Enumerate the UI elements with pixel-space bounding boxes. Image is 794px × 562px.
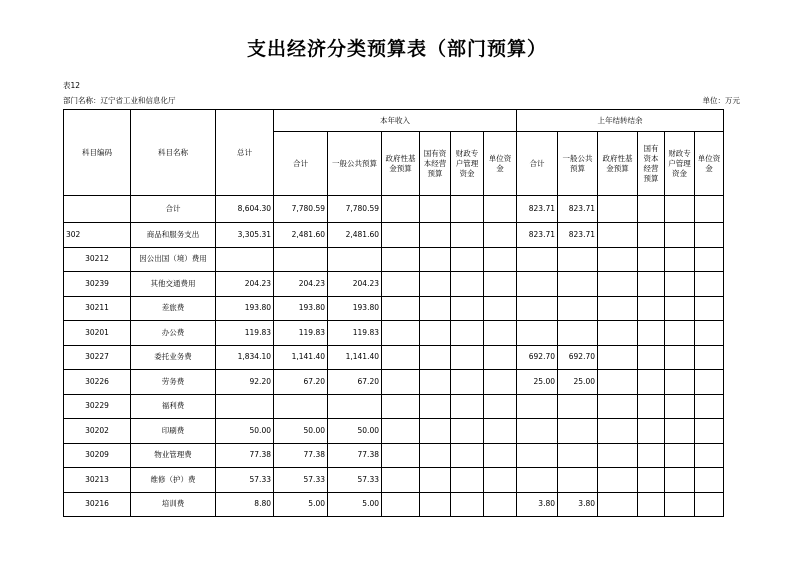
row-prev-state-capital: [638, 443, 665, 468]
row-cur-special: [451, 321, 484, 346]
row-cur-state-capital: [420, 492, 451, 517]
header-cur-unit: 单位资金: [484, 132, 517, 196]
row-code: 302: [64, 223, 131, 248]
row-name: 办公费: [131, 321, 216, 346]
table-row: [64, 419, 724, 444]
row-prev-special: [665, 468, 695, 493]
row-cur-sum: 5.00: [274, 492, 328, 517]
row-prev-fund: [598, 468, 638, 493]
row-cur-fund: [382, 468, 420, 493]
row-cur-general: 5.00: [328, 492, 382, 517]
table-row: [64, 345, 724, 370]
row-prev-fund: [598, 492, 638, 517]
row-cur-special: [451, 468, 484, 493]
row-cur-fund: [382, 321, 420, 346]
row-prev-sum: [517, 247, 558, 272]
row-cur-special: [451, 443, 484, 468]
row-total: 204.23: [216, 272, 274, 297]
row-prev-fund: [598, 296, 638, 321]
header-cur-state-capital: 国有资本经营预算: [420, 132, 451, 196]
row-cur-special: [451, 345, 484, 370]
row-name: 物业管理费: [131, 443, 216, 468]
row-prev-unit: [695, 345, 724, 370]
row-prev-state-capital: [638, 345, 665, 370]
row-prev-unit: [695, 223, 724, 248]
row-prev-state-capital: [638, 468, 665, 493]
row-cur-state-capital: [420, 247, 451, 272]
row-prev-state-capital: [638, 321, 665, 346]
row-prev-state-capital: [638, 223, 665, 248]
row-cur-special: [451, 196, 484, 223]
row-prev-special: [665, 296, 695, 321]
row-cur-fund: [382, 370, 420, 395]
header-total: 总计: [216, 110, 274, 196]
row-cur-unit: [484, 492, 517, 517]
row-cur-state-capital: [420, 443, 451, 468]
row-cur-sum: 119.83: [274, 321, 328, 346]
row-prev-unit: [695, 196, 724, 223]
row-code: 30211: [64, 296, 131, 321]
row-cur-general: 50.00: [328, 419, 382, 444]
row-cur-state-capital: [420, 296, 451, 321]
row-cur-special: [451, 419, 484, 444]
row-cur-general: 1,141.40: [328, 345, 382, 370]
row-name: 差旅费: [131, 296, 216, 321]
row-prev-special: [665, 419, 695, 444]
row-cur-state-capital: [420, 394, 451, 419]
table-row: [64, 394, 724, 419]
row-cur-state-capital: [420, 223, 451, 248]
row-prev-general: [558, 468, 598, 493]
row-prev-sum: [517, 443, 558, 468]
row-cur-general: 193.80: [328, 296, 382, 321]
row-cur-fund: [382, 419, 420, 444]
row-prev-state-capital: [638, 196, 665, 223]
row-cur-fund: [382, 272, 420, 297]
row-prev-special: [665, 394, 695, 419]
row-prev-sum: 25.00: [517, 370, 558, 395]
row-prev-general: [558, 394, 598, 419]
header-prev-sum: 合计: [517, 132, 558, 196]
row-cur-fund: [382, 492, 420, 517]
row-prev-sum: 3.80: [517, 492, 558, 517]
header-code: 科目编码: [64, 110, 131, 196]
row-prev-fund: [598, 321, 638, 346]
row-prev-general: 823.71: [558, 223, 598, 248]
row-code: 30229: [64, 394, 131, 419]
row-prev-sum: [517, 272, 558, 297]
row-prev-sum: 823.71: [517, 223, 558, 248]
row-cur-unit: [484, 321, 517, 346]
row-cur-fund: [382, 196, 420, 223]
row-code: 30212: [64, 247, 131, 272]
row-prev-unit: [695, 296, 724, 321]
row-code: 30226: [64, 370, 131, 395]
row-cur-unit: [484, 345, 517, 370]
row-prev-state-capital: [638, 370, 665, 395]
row-cur-sum: 77.38: [274, 443, 328, 468]
row-total: 193.80: [216, 296, 274, 321]
table-row: [64, 443, 724, 468]
row-prev-unit: [695, 468, 724, 493]
row-cur-sum: [274, 394, 328, 419]
table-row: [64, 272, 724, 297]
row-cur-special: [451, 394, 484, 419]
row-total: [216, 394, 274, 419]
row-cur-unit: [484, 370, 517, 395]
row-name: 商品和服务支出: [131, 223, 216, 248]
row-cur-general: [328, 247, 382, 272]
row-cur-special: [451, 247, 484, 272]
header-cur-sum: 合计: [274, 132, 328, 196]
row-total: 57.33: [216, 468, 274, 493]
row-cur-special: [451, 492, 484, 517]
unit-label: 单位：万元: [702, 96, 740, 105]
table-row: [64, 492, 724, 517]
row-code: 30239: [64, 272, 131, 297]
row-prev-unit: [695, 321, 724, 346]
row-cur-state-capital: [420, 468, 451, 493]
row-prev-special: [665, 321, 695, 346]
row-cur-fund: [382, 247, 420, 272]
row-cur-sum: 2,481.60: [274, 223, 328, 248]
expenditure-table: [63, 109, 724, 517]
row-prev-special: [665, 272, 695, 297]
row-cur-unit: [484, 196, 517, 223]
row-cur-unit: [484, 468, 517, 493]
row-cur-state-capital: [420, 419, 451, 444]
row-cur-fund: [382, 296, 420, 321]
header-prev-fund: 政府性基金预算: [598, 132, 638, 196]
row-prev-state-capital: [638, 419, 665, 444]
header-cur-special: 财政专户管理资金: [451, 132, 484, 196]
header-name: 科目名称: [131, 110, 216, 196]
row-prev-general: [558, 247, 598, 272]
row-prev-unit: [695, 492, 724, 517]
row-cur-general: 7,780.59: [328, 196, 382, 223]
row-name: 培训费: [131, 492, 216, 517]
page-title: 支出经济分类预算表（部门预算）: [246, 38, 547, 60]
row-prev-sum: 823.71: [517, 196, 558, 223]
row-cur-unit: [484, 247, 517, 272]
row-total: 8,604.30: [216, 196, 274, 223]
row-cur-special: [451, 370, 484, 395]
row-total: 92.20: [216, 370, 274, 395]
row-code: 30209: [64, 443, 131, 468]
row-prev-general: 692.70: [558, 345, 598, 370]
row-prev-fund: [598, 247, 638, 272]
row-prev-sum: 692.70: [517, 345, 558, 370]
row-prev-fund: [598, 345, 638, 370]
row-prev-general: [558, 296, 598, 321]
row-cur-general: 204.23: [328, 272, 382, 297]
row-cur-fund: [382, 443, 420, 468]
row-prev-fund: [598, 419, 638, 444]
header-prev-general: 一般公共预算: [558, 132, 598, 196]
row-cur-state-capital: [420, 321, 451, 346]
row-cur-state-capital: [420, 370, 451, 395]
row-cur-state-capital: [420, 345, 451, 370]
row-cur-sum: 204.23: [274, 272, 328, 297]
row-name: 维修（护）费: [131, 468, 216, 493]
row-prev-general: 823.71: [558, 196, 598, 223]
row-cur-state-capital: [420, 272, 451, 297]
row-cur-fund: [382, 394, 420, 419]
row-cur-general: 2,481.60: [328, 223, 382, 248]
row-prev-fund: [598, 196, 638, 223]
row-prev-general: [558, 321, 598, 346]
row-name: 福利费: [131, 394, 216, 419]
row-code: 30216: [64, 492, 131, 517]
table-row: [64, 321, 724, 346]
row-total: 77.38: [216, 443, 274, 468]
row-cur-general: [328, 394, 382, 419]
row-prev-fund: [598, 223, 638, 248]
row-cur-general: 119.83: [328, 321, 382, 346]
row-cur-sum: 57.33: [274, 468, 328, 493]
row-total: 8.80: [216, 492, 274, 517]
row-code: 30227: [64, 345, 131, 370]
row-prev-sum: [517, 321, 558, 346]
row-cur-unit: [484, 443, 517, 468]
table-row: [64, 370, 724, 395]
row-cur-sum: 193.80: [274, 296, 328, 321]
row-prev-sum: [517, 468, 558, 493]
row-prev-state-capital: [638, 394, 665, 419]
row-total: [216, 247, 274, 272]
row-total: 50.00: [216, 419, 274, 444]
row-cur-special: [451, 296, 484, 321]
row-prev-general: 25.00: [558, 370, 598, 395]
row-code: 30201: [64, 321, 131, 346]
row-prev-sum: [517, 394, 558, 419]
row-prev-general: 3.80: [558, 492, 598, 517]
table-row: [64, 223, 724, 248]
row-prev-fund: [598, 394, 638, 419]
row-cur-unit: [484, 272, 517, 297]
row-prev-state-capital: [638, 272, 665, 297]
table-number: 表12: [63, 81, 81, 90]
row-total: 119.83: [216, 321, 274, 346]
row-cur-special: [451, 272, 484, 297]
table-row: [64, 468, 724, 493]
header-prev-unit: 单位资金: [695, 132, 724, 196]
row-cur-special: [451, 223, 484, 248]
row-code: 30202: [64, 419, 131, 444]
row-code: 30213: [64, 468, 131, 493]
row-cur-unit: [484, 296, 517, 321]
row-prev-unit: [695, 394, 724, 419]
row-cur-sum: 67.20: [274, 370, 328, 395]
row-prev-unit: [695, 272, 724, 297]
row-prev-general: [558, 443, 598, 468]
header-prev-year: 上年结转结余: [517, 110, 724, 132]
row-name: 因公出国（境）费用: [131, 247, 216, 272]
row-cur-fund: [382, 223, 420, 248]
row-name: 其他交通费用: [131, 272, 216, 297]
table-row: [64, 196, 724, 223]
row-cur-general: 77.38: [328, 443, 382, 468]
row-prev-special: [665, 247, 695, 272]
row-name: 印刷费: [131, 419, 216, 444]
row-cur-sum: 1,141.40: [274, 345, 328, 370]
row-cur-general: 67.20: [328, 370, 382, 395]
row-prev-state-capital: [638, 296, 665, 321]
row-prev-special: [665, 196, 695, 223]
row-prev-state-capital: [638, 492, 665, 517]
row-prev-unit: [695, 247, 724, 272]
table-row: [64, 247, 724, 272]
row-cur-sum: [274, 247, 328, 272]
department-name: 部门名称：辽宁省工业和信息化厅: [63, 96, 176, 105]
row-total: 1,834.10: [216, 345, 274, 370]
row-name: 合计: [131, 196, 216, 223]
row-prev-state-capital: [638, 247, 665, 272]
row-cur-sum: 50.00: [274, 419, 328, 444]
header-cur-fund: 政府性基金预算: [382, 132, 420, 196]
row-prev-special: [665, 223, 695, 248]
row-prev-sum: [517, 419, 558, 444]
row-name: 劳务费: [131, 370, 216, 395]
row-cur-general: 57.33: [328, 468, 382, 493]
row-prev-unit: [695, 419, 724, 444]
row-prev-special: [665, 443, 695, 468]
row-cur-fund: [382, 345, 420, 370]
row-prev-special: [665, 345, 695, 370]
row-prev-fund: [598, 272, 638, 297]
header-current-year: 本年收入: [274, 110, 517, 132]
row-total: 3,305.31: [216, 223, 274, 248]
row-prev-special: [665, 492, 695, 517]
row-code: [64, 196, 131, 223]
row-prev-special: [665, 370, 695, 395]
row-cur-state-capital: [420, 196, 451, 223]
table-row: [64, 296, 724, 321]
row-prev-general: [558, 419, 598, 444]
row-prev-unit: [695, 443, 724, 468]
row-prev-fund: [598, 443, 638, 468]
row-cur-sum: 7,780.59: [274, 196, 328, 223]
header-prev-state-capital: 国有资本经营预算: [638, 132, 665, 196]
row-name: 委托业务费: [131, 345, 216, 370]
row-prev-unit: [695, 370, 724, 395]
row-prev-general: [558, 272, 598, 297]
header-prev-special: 财政专户管理资金: [665, 132, 695, 196]
header-cur-general: 一般公共预算: [328, 132, 382, 196]
row-cur-unit: [484, 394, 517, 419]
row-cur-unit: [484, 223, 517, 248]
row-prev-sum: [517, 296, 558, 321]
row-cur-unit: [484, 419, 517, 444]
row-prev-fund: [598, 370, 638, 395]
